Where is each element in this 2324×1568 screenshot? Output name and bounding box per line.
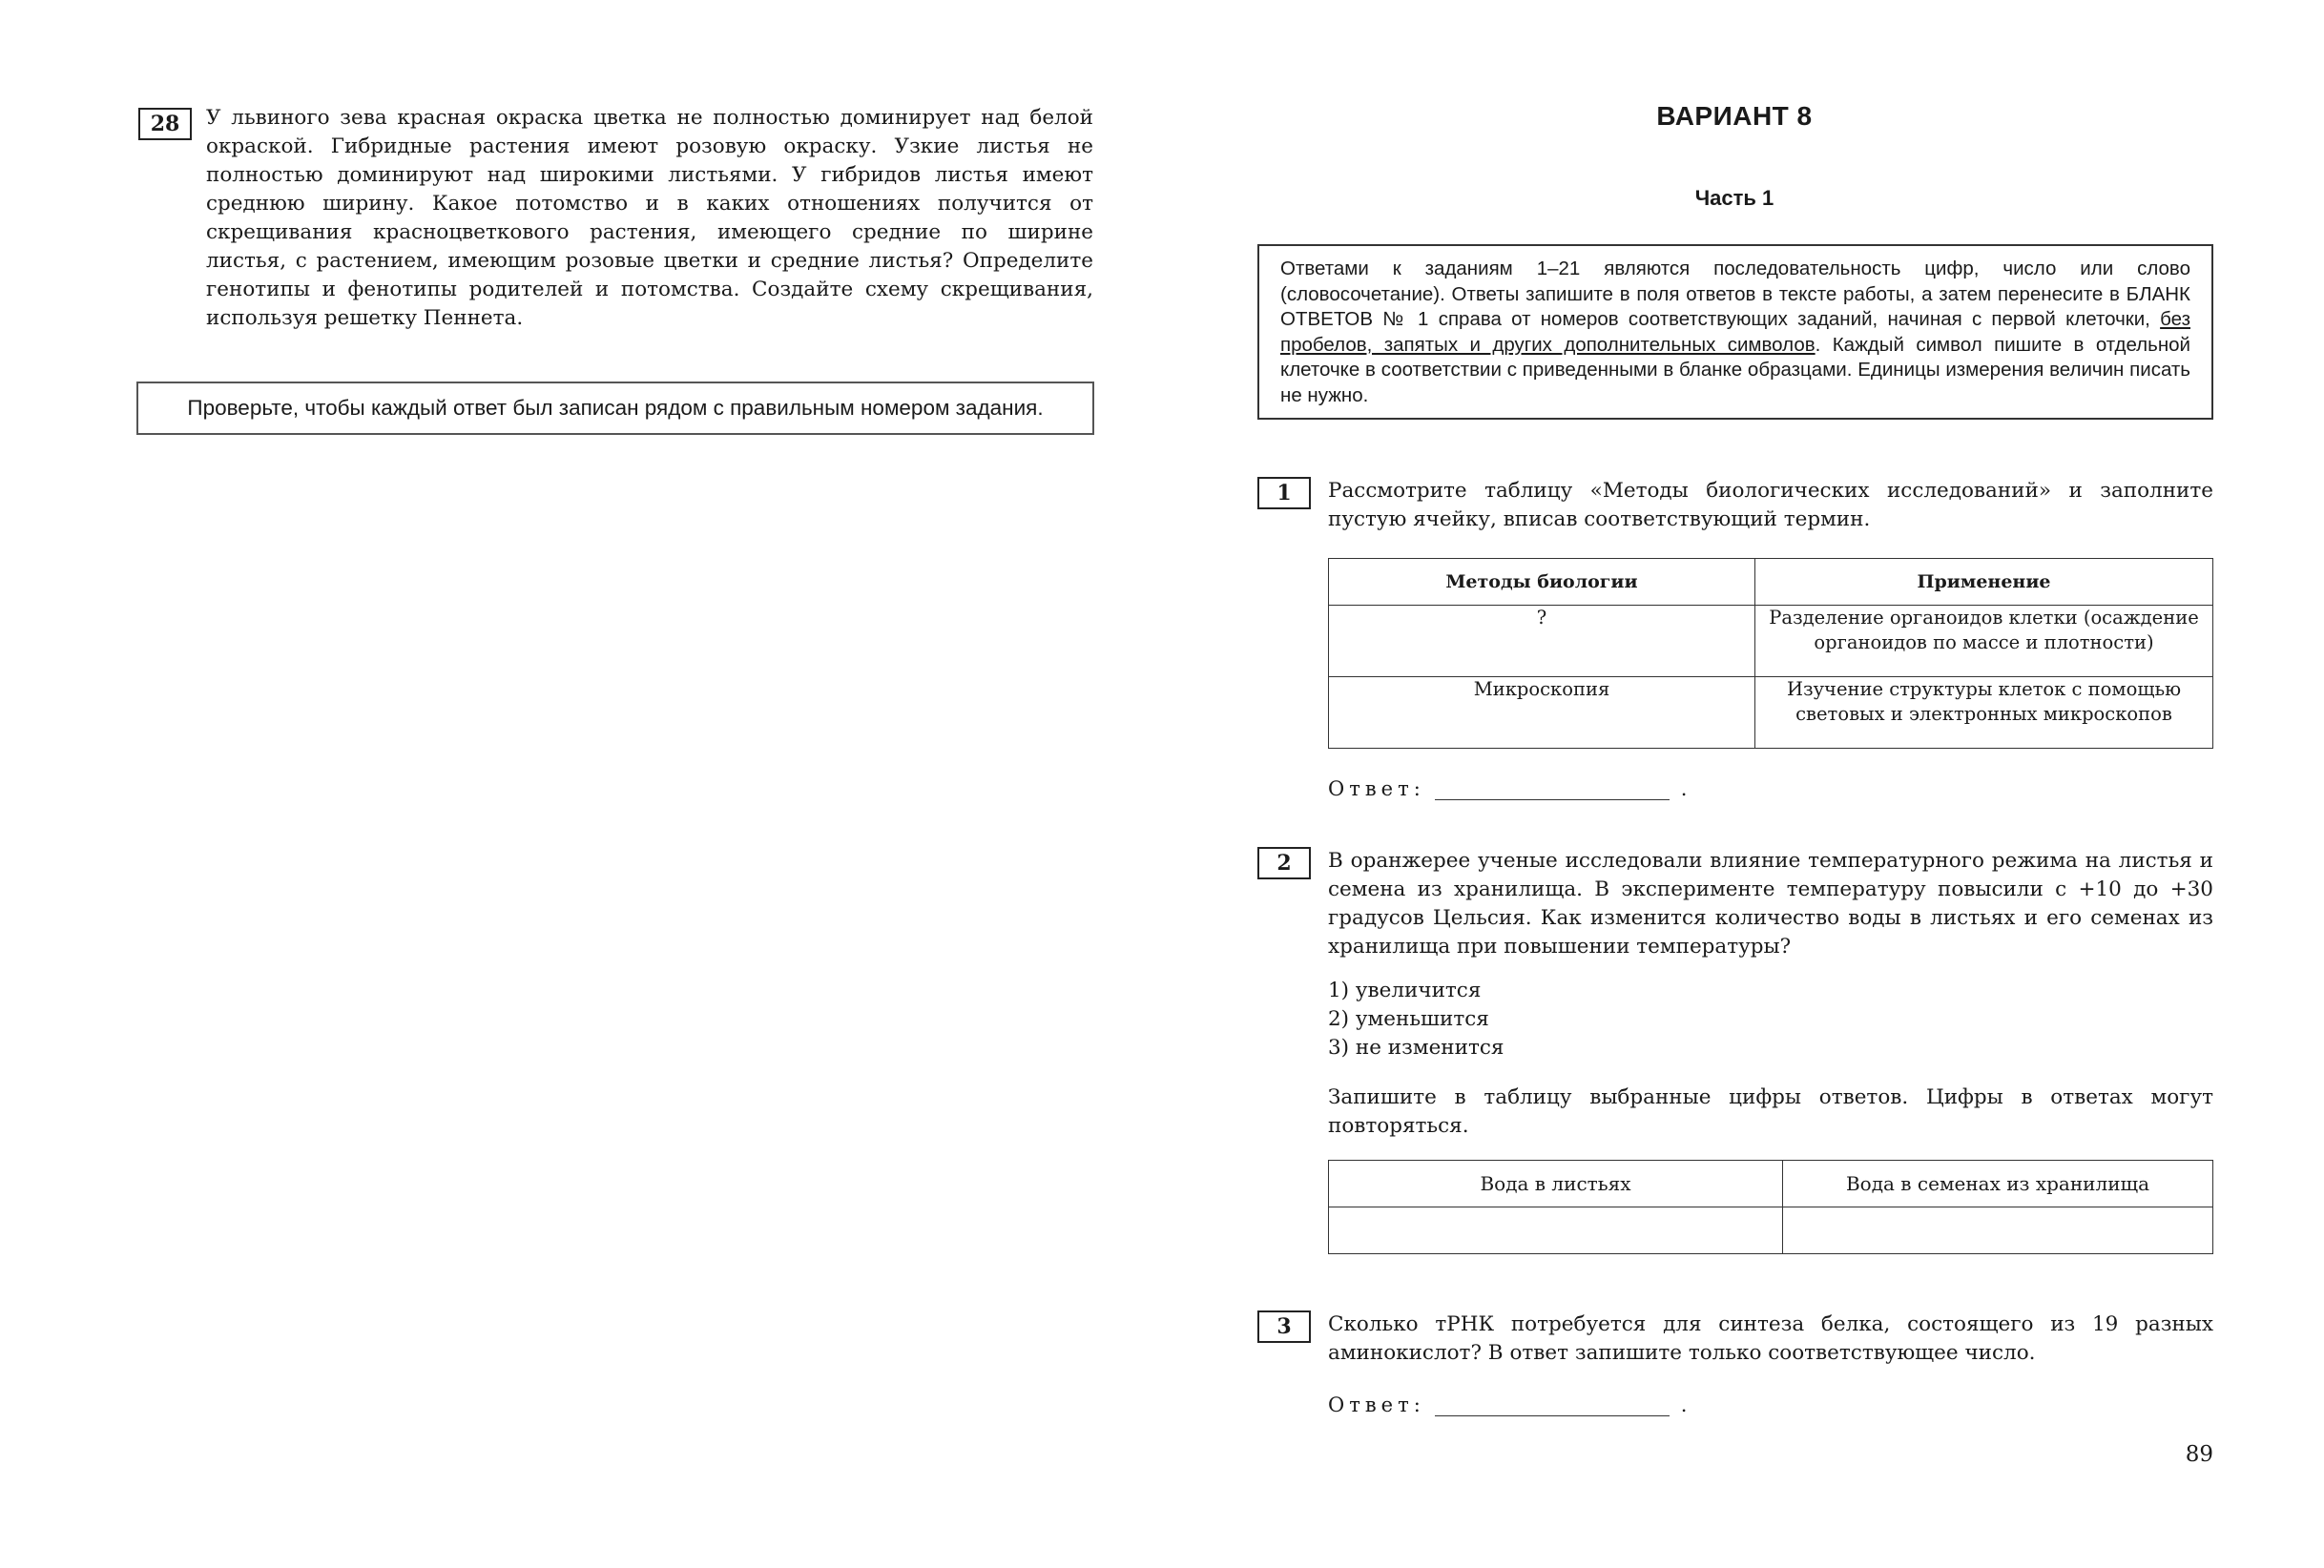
- answer-line[interactable]: [1435, 780, 1670, 800]
- table-header: Вода в семенах из хранилища: [1783, 1161, 2213, 1207]
- task-1-text: Рассмотрите таблицу «Методы биологических исследований» и заполните пустую ячейку, вписав соответствующий термин.: [1328, 479, 2213, 531]
- reminder-box: [136, 382, 1094, 435]
- table-row: [1329, 606, 2213, 677]
- instructions-text-end: . Каждый символ пишите в отдельной клеточке в соответствии с приведенными в бланке образцами. Единицы измерения величин писать не нужно.: [1280, 333, 2190, 406]
- option-item: 2) уменьшится: [1328, 1007, 1489, 1031]
- page-number: 89: [2185, 1442, 2213, 1467]
- task-number-2: 2: [1257, 847, 1311, 879]
- task-2-options: [1328, 977, 1504, 1063]
- answer-period: .: [1680, 1393, 1692, 1416]
- task-28-text: У львиного зева красная окраска цветка не полностью доминирует над белой окраской. Гибридные растения имеют розовую окраску. Узкие листья не полностью доминируют над широкими листьями. У гибридов листья имеют среднюю ширину. Какое потомство и в каких отношениях получится от скрещивания красноцветкового растения, имеющего средние по ширине листья, с растением, имеющим розовые цветки и средние листья? Определите генотипы и фенотипы родителей и потомства. Создайте схему скрещивания, используя решетку Пеннета.: [206, 106, 1093, 330]
- task-number-28: 28: [138, 108, 192, 140]
- option-item: 3) не изменится: [1328, 1036, 1504, 1060]
- empty-cell-answer[interactable]: ?: [1329, 606, 1755, 677]
- task-2-text: В оранжерее ученые исследовали влияние температурного режима на листья и семена из хранилища. В эксперименте температуру повысили с +10 до +30 градусов Цельсия. Как изменится количество воды в листьях и его семенах из хранилища при повышении температуры?: [1328, 849, 2213, 959]
- task-2-note: Запишите в таблицу выбранные цифры ответов. Цифры в ответах могут повторяться.: [1328, 1085, 2213, 1138]
- table-header: Применение: [1755, 559, 2213, 606]
- table-cell: Микроскопия: [1329, 677, 1755, 749]
- variant-title: ВАРИАНТ 8: [1656, 101, 1813, 131]
- table-header: Методы биологии: [1329, 559, 1755, 606]
- table-row: [1329, 677, 2213, 749]
- answer-label: Ответ:: [1328, 1393, 1425, 1416]
- table-header: Вода в листьях: [1329, 1161, 1783, 1207]
- answer-period: .: [1680, 777, 1692, 800]
- part-title: Часть 1: [1694, 186, 1774, 210]
- task-3-text: Сколько тРНК потребуется для синтеза белка, состоящего из 19 разных аминокислот? В ответ запишите только соответствующее число.: [1328, 1312, 2213, 1365]
- answer-cell-seeds[interactable]: [1783, 1207, 2213, 1254]
- water-answer-table: [1328, 1160, 2213, 1254]
- table-cell: Изучение структуры клеток с помощью световых и электронных микроскопов: [1755, 677, 2213, 749]
- table-cell: Разделение органоидов клетки (осаждение органоидов по массе и плотности): [1755, 606, 2213, 677]
- instructions-text-start: Ответами к заданиям 1–21 являются последовательность цифр, число или слово (словосочетание). Ответы запишите в поля ответов в тексте работы, а затем перенесите в БЛАНК ОТВЕТОВ № 1 справа от номеров соответствующих заданий, начиная с первой клеточки,: [1280, 258, 2190, 330]
- methods-table: [1328, 558, 2213, 749]
- task-3-answer: [1328, 1393, 1691, 1416]
- task-1-answer: [1328, 777, 1691, 800]
- answer-label: Ответ:: [1328, 777, 1425, 800]
- answer-cell-leaves[interactable]: [1329, 1207, 1783, 1254]
- answer-line[interactable]: [1435, 1396, 1670, 1416]
- task-number-1: 1: [1257, 477, 1311, 509]
- task-number-3: 3: [1257, 1310, 1311, 1343]
- option-item: 1) увеличится: [1328, 979, 1482, 1002]
- instructions-box: [1257, 244, 2213, 420]
- instructions-underlined: без пробелов, запятых и других дополнительных символов: [1280, 308, 2190, 356]
- table-row: [1329, 1207, 2213, 1254]
- reminder-text: Проверьте, чтобы каждый ответ был записан рядом с правильным номером задания.: [187, 396, 1044, 420]
